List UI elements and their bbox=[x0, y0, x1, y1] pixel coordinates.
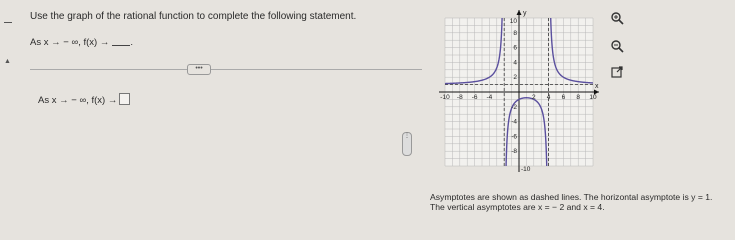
y-tick-label: 6 bbox=[513, 44, 517, 52]
x-tick-label: 10 bbox=[589, 94, 597, 101]
x-tick-label: -8 bbox=[456, 94, 463, 101]
question-prompt: Use the graph of the rational function to complete the following statement. bbox=[30, 11, 357, 22]
side-panel-handle[interactable]: ⋮ bbox=[402, 132, 412, 156]
y-tick-label: -8 bbox=[511, 148, 517, 156]
caption-line-2: The vertical asymptotes are x = − 2 and x = 4. bbox=[430, 202, 605, 212]
divider bbox=[30, 69, 422, 70]
x-axis-label: x bbox=[595, 83, 599, 90]
statement-blank bbox=[112, 35, 130, 46]
external-link-icon[interactable] bbox=[610, 65, 624, 79]
x-tick-label: -6 bbox=[471, 94, 478, 101]
answer-input[interactable] bbox=[119, 93, 130, 105]
y-tick-label: -4 bbox=[511, 118, 517, 126]
rail-arrow-icon[interactable]: ▲ bbox=[4, 58, 11, 65]
rail-tick bbox=[4, 22, 12, 23]
y-tick-label: -6 bbox=[511, 133, 517, 141]
y-tick-label: -2 bbox=[511, 103, 517, 111]
answer-statement bbox=[38, 93, 130, 106]
y-tick-label: 4 bbox=[513, 59, 517, 67]
y-axis-arrow bbox=[517, 10, 522, 15]
answer-statement-text: As x → − ∞, f(x) → bbox=[38, 95, 118, 106]
x-tick-label: -4 bbox=[486, 94, 493, 101]
caption-line-1: Asymptotes are shown as dashed lines. The horizontal asymptote is y = 1. bbox=[430, 192, 713, 202]
y-tick-label: 8 bbox=[513, 29, 517, 37]
x-tick-label: 8 bbox=[576, 94, 581, 101]
y-tick-label: 2 bbox=[513, 74, 517, 82]
asymptote-caption bbox=[430, 192, 712, 212]
y-tick-label-bottom: -10 bbox=[521, 166, 531, 173]
x-tick-label: 2 bbox=[531, 94, 536, 101]
statement bbox=[30, 35, 133, 48]
zoom-in-icon[interactable] bbox=[610, 11, 624, 25]
y-axis-label: y bbox=[523, 10, 527, 17]
y-tick-label-top: 10 bbox=[509, 18, 517, 25]
rational-function-graph bbox=[430, 6, 600, 190]
statement-text: As x → − ∞, f(x) → bbox=[30, 37, 110, 48]
x-tick-label: 4 bbox=[546, 94, 551, 101]
left-rail bbox=[0, 0, 14, 224]
more-button[interactable]: ••• bbox=[187, 64, 211, 75]
x-tick-label: 6 bbox=[561, 94, 566, 101]
x-tick-label: -10 bbox=[440, 94, 450, 101]
zoom-out-icon[interactable] bbox=[610, 39, 624, 53]
statement-trailing: . bbox=[130, 37, 133, 48]
